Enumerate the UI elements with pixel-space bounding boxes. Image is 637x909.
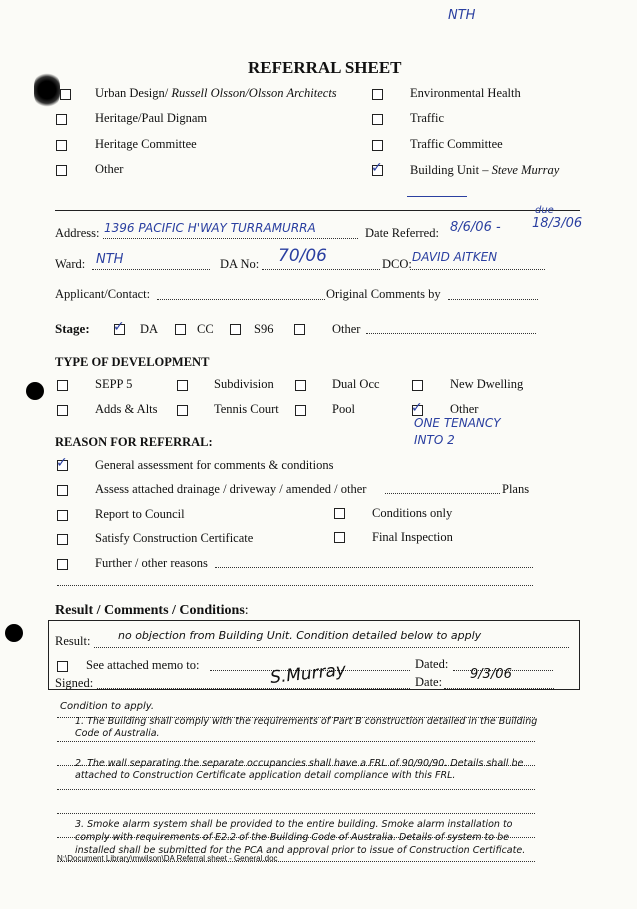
da-line [262, 269, 380, 270]
dual-occ-label: Dual Occ [332, 377, 380, 391]
other-dev-checkbox[interactable] [412, 405, 423, 416]
hole-punch-mark [26, 382, 44, 400]
dco-line [410, 269, 545, 270]
cond-line-4 [57, 789, 535, 790]
stage-label: Stage: [55, 321, 90, 336]
memo-dated-label: Dated: [415, 657, 449, 671]
final-inspection-checkbox[interactable] [334, 532, 345, 543]
report-council-label: Report to Council [95, 507, 185, 521]
conditions-only-label: Conditions only [372, 506, 453, 520]
traffic-committee-checkbox[interactable] [372, 140, 383, 151]
traffic-label: Traffic [410, 111, 445, 125]
assess-line [385, 493, 500, 494]
date-label: Date: [415, 675, 443, 689]
address-label: Address: [55, 226, 100, 240]
other-dev-label: Other [450, 402, 479, 416]
stage-s96-label: S96 [254, 322, 274, 336]
original-comments-label: Original Comments by [326, 287, 441, 301]
report-council-checkbox[interactable] [57, 510, 68, 521]
other-referral-checkbox[interactable] [56, 165, 67, 176]
subdivision-label: Subdivision [214, 377, 274, 391]
urban-design-label: Urban Design/ Russell Olsson/Olsson Architects [95, 86, 337, 100]
date-due-value[interactable]: 18/3/06 [532, 216, 583, 231]
building-unit-checkbox[interactable] [372, 165, 383, 176]
heritage-paul-checkbox[interactable] [56, 114, 67, 125]
new-dwelling-checkbox[interactable] [412, 380, 423, 391]
condition-3: 3. Smoke alarm system shall be provided to the entire building. Smoke alarm installation to comply with requirements of E2.2 of the Building Code of Australia. Details of system to be installed shall be submitted for the PCA and approval prior to issue of Construction Certificate. [75, 819, 526, 856]
footer-path: N:\Document Library\mwilson\DA Referral sheet - General.doc [57, 854, 278, 863]
stage-da-label: DA [140, 322, 159, 336]
further-reasons-checkbox[interactable] [57, 559, 68, 570]
ward-line [92, 269, 210, 270]
da-label: DA No: [220, 257, 260, 271]
assess-drainage-checkbox[interactable] [57, 485, 68, 496]
satisfy-cc-label: Satisfy Construction Certificate [95, 531, 254, 545]
heritage-committee-checkbox[interactable] [56, 140, 67, 151]
stage-other-line [366, 333, 536, 334]
general-assessment-label: General assessment for comments & conditions [95, 458, 334, 472]
result-heading: Result / Comments / Conditions: [55, 603, 249, 618]
original-comments-line [448, 299, 538, 300]
general-assessment-checkbox[interactable] [57, 460, 68, 471]
result-line [94, 647, 569, 648]
pool-checkbox[interactable] [295, 405, 306, 416]
dco-value[interactable]: DAVID AITKEN [412, 250, 498, 264]
cond-line-5 [57, 813, 535, 814]
heritage-paul-label: Heritage/Paul Dignam [95, 111, 208, 125]
page-title: REFERRAL SHEET [248, 58, 402, 77]
stage-s96-checkbox[interactable] [230, 324, 241, 335]
pool-label: Pool [332, 402, 355, 416]
signed-label: Signed: [55, 676, 94, 690]
stage-cc-label: CC [197, 322, 214, 336]
ink-smudge [34, 72, 60, 108]
stage-other-label: Other [332, 322, 361, 336]
signature: S.Murray [269, 660, 347, 688]
plans-label: Plans [502, 482, 530, 496]
conditions-only-checkbox[interactable] [334, 508, 345, 519]
ward-value[interactable]: NTH [96, 252, 124, 267]
other-note-line2: INTO 2 [414, 433, 455, 447]
condition-2: 2. The wall separating the separate occupancies shall have a FRL of 90/90/90. Details shall be attached to Construction Certificate application detail compliance with this FRL. [75, 758, 524, 781]
other-note-line1: ONE TENANCY [414, 416, 501, 430]
due-note: due [535, 205, 554, 216]
date-line [444, 688, 554, 689]
new-dwelling-label: New Dwelling [450, 377, 524, 391]
address-line [103, 238, 358, 239]
other-referral-label: Other [95, 162, 124, 176]
date-referred-label: Date Referred: [365, 226, 439, 240]
stage-da-checkbox[interactable] [114, 324, 125, 335]
stage-cc-checkbox[interactable] [175, 324, 186, 335]
urban-design-checkbox[interactable] [60, 89, 71, 100]
date-value[interactable]: 9/3/06 [470, 667, 512, 682]
section-divider [55, 210, 580, 211]
env-health-checkbox[interactable] [372, 89, 383, 100]
building-unit-label: Building Unit – Steve Murray [410, 163, 560, 177]
tennis-court-checkbox[interactable] [177, 405, 188, 416]
stage-other-checkbox[interactable] [294, 324, 305, 335]
assess-drainage-label: Assess attached drainage / driveway / amended / other [95, 482, 367, 496]
address-value[interactable]: 1396 PACIFIC H'WAY TURRAMURRA [104, 221, 316, 235]
corner-ward-note: NTH [448, 8, 476, 23]
reason-heading: REASON FOR REFERRAL: [55, 435, 213, 449]
development-heading: TYPE OF DEVELOPMENT [55, 355, 210, 369]
da-value[interactable]: 70/06 [278, 246, 327, 266]
cond-line-2 [57, 741, 535, 742]
attached-memo-label: See attached memo to: [86, 658, 200, 672]
result-label: Result: [55, 634, 91, 648]
adds-alts-checkbox[interactable] [57, 405, 68, 416]
result-text[interactable]: no objection from Building Unit. Condition detailed below to apply [118, 629, 482, 642]
dco-label: DCO: [382, 257, 412, 271]
traffic-checkbox[interactable] [372, 114, 383, 125]
sepp5-label: SEPP 5 [95, 377, 133, 391]
further-reasons-label: Further / other reasons [95, 556, 208, 570]
further-line-1 [215, 567, 533, 568]
applicant-label: Applicant/Contact: [55, 287, 151, 301]
date-referred-value[interactable]: 8/6/06 - [450, 220, 501, 235]
condition-intro: Condition to apply. [60, 701, 155, 712]
attached-memo-checkbox[interactable] [57, 661, 68, 672]
ward-label: Ward: [55, 257, 86, 271]
final-inspection-label: Final Inspection [372, 530, 453, 544]
applicant-line [157, 299, 325, 300]
signed-line [97, 688, 410, 689]
heritage-committee-label: Heritage Committee [95, 137, 197, 151]
hole-punch-mark-2 [5, 624, 23, 642]
condition-1: 1. The Building shall comply with the requirements of Part B construction detailed in the Building Code of Australia. [75, 716, 538, 739]
adds-alts-label: Adds & Alts [95, 402, 158, 416]
satisfy-cc-checkbox[interactable] [57, 534, 68, 545]
underline-mark [407, 196, 467, 197]
traffic-committee-label: Traffic Committee [410, 137, 503, 151]
subdivision-checkbox[interactable] [177, 380, 188, 391]
tennis-court-label: Tennis Court [214, 402, 279, 416]
dual-occ-checkbox[interactable] [295, 380, 306, 391]
sepp5-checkbox[interactable] [57, 380, 68, 391]
further-line-2 [57, 585, 533, 586]
env-health-label: Environmental Health [410, 86, 521, 100]
